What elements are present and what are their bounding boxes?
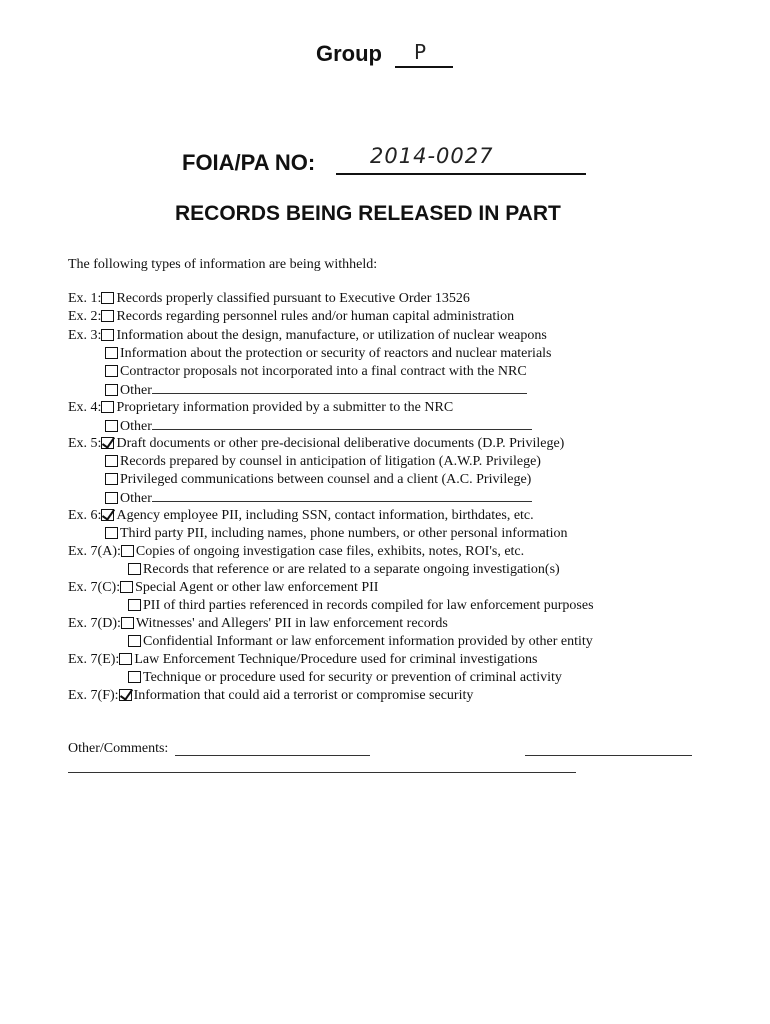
exemption-text: Records prepared by counsel in anticipation of litigation (A.W.P. Privilege) xyxy=(120,454,541,469)
exemption-text: PII of third parties referenced in records compiled for law enforcement purposes xyxy=(143,598,594,613)
exemption-checkbox[interactable] xyxy=(105,473,118,485)
exemption-checkbox[interactable] xyxy=(105,347,118,359)
exemption-row xyxy=(105,489,532,507)
exemption-text: Third party PII, including names, phone numbers, or other personal information xyxy=(120,526,568,541)
exemption-text: Records that reference or are related to a separate ongoing investigation(s) xyxy=(143,562,560,577)
exemption-code: Ex. 7(C): xyxy=(68,580,121,595)
exemption-text: Confidential Informant or law enforcement information provided by other entity xyxy=(143,634,593,649)
exemption-checkbox[interactable] xyxy=(120,581,133,593)
exemption-checkbox[interactable] xyxy=(101,310,114,322)
exemption-text: Other xyxy=(120,491,152,506)
exemption-checkbox[interactable] xyxy=(121,545,134,557)
group-value: P xyxy=(414,40,427,64)
exemption-row xyxy=(105,471,531,489)
exemption-code: Ex. 7(D): xyxy=(68,616,121,631)
exemption-checkbox[interactable] xyxy=(128,635,141,647)
exemption-code: Ex. 5: xyxy=(68,436,102,451)
exemption-code: Ex. 1: xyxy=(68,291,102,306)
exemption-text: Records properly classified pursuant to Executive Order 13526 xyxy=(116,291,470,306)
exemption-row xyxy=(68,399,453,417)
exemption-text: Privileged communications between counsel and a client (A.C. Privilege) xyxy=(120,472,532,487)
exemption-checkbox-checked[interactable] xyxy=(101,437,114,449)
exemption-text: Copies of ongoing investigation case files, exhibits, notes, ROI's, etc. xyxy=(135,544,525,559)
exemption-row xyxy=(128,597,594,615)
exemption-text: Contractor proposals not incorporated into a final contract with the NRC xyxy=(120,364,527,379)
exemption-row xyxy=(68,308,514,326)
exemption-code: Ex. 7(E): xyxy=(68,652,120,667)
comments-line[interactable] xyxy=(175,755,370,756)
group-label: Group xyxy=(316,41,382,66)
other-blank-line[interactable] xyxy=(152,381,527,394)
exemption-code: Ex. 7(A): xyxy=(68,544,121,559)
exemption-text: Draft documents or other pre-decisional deliberative documents (D.P. Privilege) xyxy=(116,436,565,451)
foia-number-underline xyxy=(336,173,586,175)
exemption-text: Witnesses' and Allegers' PII in law enforcement records xyxy=(135,616,448,631)
exemption-code: Ex. 4: xyxy=(68,400,102,415)
exemption-row xyxy=(68,687,473,705)
exemption-text: Agency employee PII, including SSN, contact information, birthdates, etc. xyxy=(116,508,534,523)
exemption-text: Other xyxy=(120,383,152,398)
exemption-code: Ex. 6: xyxy=(68,508,102,523)
foia-number-label: FOIA/PA NO: xyxy=(182,150,316,175)
exemption-text: Law Enforcement Technique/Procedure used for criminal investigations xyxy=(134,652,538,667)
exemption-text: Information about the design, manufacture, or utilization of nuclear weapons xyxy=(116,328,547,343)
exemption-checkbox[interactable] xyxy=(128,599,141,611)
exemption-text: Technique or procedure used for security or prevention of criminal activity xyxy=(143,670,562,685)
exemption-row xyxy=(68,615,448,633)
exemption-text: Information that could aid a terrorist or compromise security xyxy=(133,688,474,703)
exemption-row xyxy=(105,417,532,435)
exemption-checkbox[interactable] xyxy=(105,420,118,432)
exemption-text: Other xyxy=(120,419,152,434)
page-title: RECORDS BEING RELEASED IN PART xyxy=(175,202,561,225)
exemption-checkbox[interactable] xyxy=(105,527,118,539)
foia-number-value: 2014-0027 xyxy=(370,144,494,168)
exemption-row xyxy=(105,345,552,363)
intro-text: The following types of information are being withheld: xyxy=(68,257,378,272)
exemption-checkbox[interactable] xyxy=(105,492,118,504)
exemption-checkbox[interactable] xyxy=(119,653,132,665)
exemption-text: Information about the protection or security of reactors and nuclear materials xyxy=(120,346,552,361)
exemption-row xyxy=(68,543,524,561)
exemption-checkbox-checked[interactable] xyxy=(101,509,114,521)
exemption-row xyxy=(128,633,593,651)
exemption-checkbox[interactable] xyxy=(128,563,141,575)
exemption-row xyxy=(68,579,378,597)
exemption-row xyxy=(68,507,534,525)
exemption-row xyxy=(128,561,560,579)
exemption-checkbox[interactable] xyxy=(105,455,118,467)
exemption-text: Proprietary information provided by a submitter to the NRC xyxy=(116,400,454,415)
exemption-checkbox[interactable] xyxy=(105,365,118,377)
comments-label: Other/Comments: xyxy=(68,741,169,756)
exemption-checkbox[interactable] xyxy=(105,384,118,396)
exemption-code: Ex. 7(F): xyxy=(68,688,119,703)
exemption-checkbox[interactable] xyxy=(121,617,134,629)
group-underline xyxy=(395,66,453,68)
exemption-text: Special Agent or other law enforcement PII xyxy=(135,580,379,595)
exemption-row xyxy=(128,669,562,687)
exemption-checkbox[interactable] xyxy=(128,671,141,683)
exemption-code: Ex. 3: xyxy=(68,328,102,343)
exemption-checkbox-checked[interactable] xyxy=(119,689,132,701)
comments-line[interactable] xyxy=(68,772,576,773)
other-blank-line[interactable] xyxy=(152,417,532,430)
exemption-row xyxy=(68,327,547,345)
exemption-row xyxy=(68,435,564,453)
exemption-checkbox[interactable] xyxy=(101,329,114,341)
exemption-row xyxy=(105,453,541,471)
exemption-row xyxy=(105,381,527,399)
exemption-row xyxy=(105,363,527,381)
exemption-checkbox[interactable] xyxy=(101,401,114,413)
exemption-row xyxy=(68,290,470,308)
exemption-code: Ex. 2: xyxy=(68,309,102,324)
comments-line[interactable] xyxy=(525,755,692,756)
exemption-row xyxy=(105,525,568,543)
exemption-checkbox[interactable] xyxy=(101,292,114,304)
other-blank-line[interactable] xyxy=(152,489,532,502)
exemption-text: Records regarding personnel rules and/or human capital administration xyxy=(116,309,515,324)
exemption-row xyxy=(68,651,537,669)
